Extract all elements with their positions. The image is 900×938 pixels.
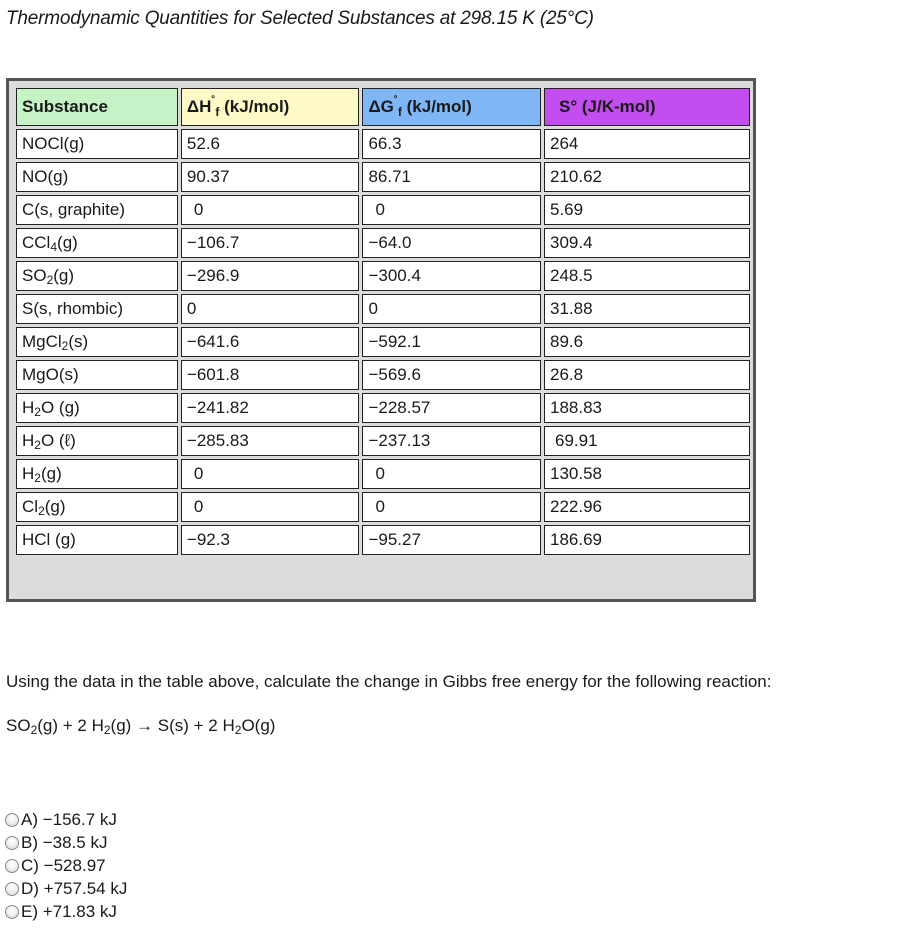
header-delta-g-unit: (kJ/mol): [401, 97, 472, 116]
substance-formula: C(s, graphite): [22, 200, 125, 219]
entropy-cell: 210.62: [544, 162, 750, 192]
delta-g-cell: −237.13: [362, 426, 541, 456]
table-row: [16, 525, 750, 555]
substance-cell: [16, 360, 178, 390]
option-letter: B): [21, 832, 38, 852]
table-row: [16, 492, 750, 522]
header-delta-h-degree: ˚: [211, 94, 216, 108]
delta-g-cell: 66.3: [362, 129, 541, 159]
option-value: −38.5 kJ: [38, 832, 108, 852]
option-letter: D): [21, 878, 39, 898]
entropy-cell: 248.5: [544, 261, 750, 291]
delta-h-cell: 90.37: [181, 162, 360, 192]
reaction-part: O(g): [241, 716, 276, 735]
reaction-subscript: 2: [234, 723, 242, 737]
answer-option[interactable]: [5, 900, 127, 923]
substance-cell: [16, 426, 178, 456]
substance-formula: CCl: [22, 233, 51, 252]
delta-h-cell: 0: [181, 294, 360, 324]
substance-formula: S(s, rhombic): [22, 299, 124, 318]
substance-subscript: 4: [50, 240, 58, 254]
entropy-cell: 186.69: [544, 525, 750, 555]
entropy-cell: 222.96: [544, 492, 750, 522]
radio-button[interactable]: [5, 882, 19, 896]
header-delta-h-unit: (kJ/mol): [219, 97, 290, 116]
delta-g-cell: 0: [362, 459, 541, 489]
table-row: [16, 261, 750, 291]
delta-g-cell: 0: [362, 492, 541, 522]
radio-button[interactable]: [5, 836, 19, 850]
delta-h-cell: 0: [181, 492, 360, 522]
table-row: [16, 426, 750, 456]
answer-option[interactable]: [5, 877, 127, 900]
substance-cell: [16, 459, 178, 489]
substance-formula: Cl: [22, 497, 39, 516]
thermo-table-frame: [6, 78, 756, 602]
question-text: Using the data in the table above, calculate the change in Gibbs free energy for the following reaction:: [6, 672, 772, 691]
answer-option[interactable]: [5, 831, 127, 854]
delta-g-cell: 0: [362, 195, 541, 225]
substance-formula: MgCl: [22, 332, 62, 351]
table-row: [16, 294, 750, 324]
entropy-cell: 309.4: [544, 228, 750, 258]
delta-g-cell: 0: [362, 294, 541, 324]
substance-state: (s): [68, 332, 89, 351]
delta-g-cell: −95.27: [362, 525, 541, 555]
reaction-equation: [6, 716, 275, 736]
delta-g-cell: −569.6: [362, 360, 541, 390]
option-value: +757.54 kJ: [38, 878, 128, 898]
delta-h-cell: −296.9: [181, 261, 360, 291]
header-entropy: S° (J/K-mol): [544, 88, 750, 126]
option-letter: E): [21, 901, 38, 921]
substance-subscript: 2: [34, 405, 41, 419]
substance-state: O (g): [40, 398, 80, 417]
substance-subscript: 2: [34, 471, 41, 485]
substance-formula: HCl (g): [22, 530, 76, 549]
substance-cell: [16, 261, 178, 291]
substance-state: (g): [57, 233, 78, 252]
header-delta-h-symbol: ΔH: [186, 97, 212, 116]
table-row: [16, 129, 750, 159]
substance-cell: [16, 228, 178, 258]
table-row: [16, 195, 750, 225]
table-body: [16, 129, 750, 555]
substance-cell: [16, 492, 178, 522]
substance-state: (g): [53, 266, 75, 285]
answer-option[interactable]: [5, 854, 127, 877]
entropy-cell: 89.6: [544, 327, 750, 357]
delta-h-cell: 0: [181, 459, 360, 489]
substance-formula: NOCl(g): [22, 134, 85, 153]
delta-g-cell: −64.0: [362, 228, 541, 258]
delta-h-cell: −106.7: [181, 228, 360, 258]
table-row: [16, 459, 750, 489]
reaction-subscript: 2: [103, 723, 111, 737]
substance-subscript: 2: [34, 438, 41, 452]
reaction-subscript: 2: [30, 723, 38, 737]
option-value: −156.7 kJ: [38, 809, 117, 829]
radio-button[interactable]: [5, 905, 19, 919]
entropy-cell: 69.91: [544, 426, 750, 456]
substance-cell: [16, 129, 178, 159]
table-row: [16, 393, 750, 423]
header-delta-h-sub: f: [215, 105, 220, 119]
substance-cell: [16, 525, 178, 555]
substance-cell: [16, 393, 178, 423]
substance-cell: [16, 195, 178, 225]
substance-cell: [16, 327, 178, 357]
reaction-part: (g) + 2 H: [37, 716, 104, 735]
table-row: [16, 228, 750, 258]
delta-h-cell: −92.3: [181, 525, 360, 555]
option-value: −528.97: [38, 855, 106, 875]
option-value: +71.83 kJ: [38, 901, 117, 921]
radio-button[interactable]: [5, 813, 19, 827]
header-delta-g-symbol: ΔG: [368, 97, 394, 116]
answer-option[interactable]: [5, 808, 127, 831]
substance-subscript: 2: [38, 504, 45, 518]
delta-h-cell: −601.8: [181, 360, 360, 390]
radio-button[interactable]: [5, 859, 19, 873]
substance-formula: H: [22, 431, 35, 450]
delta-h-cell: 52.6: [181, 129, 360, 159]
entropy-cell: 130.58: [544, 459, 750, 489]
substance-state: O (ℓ): [40, 431, 76, 450]
entropy-cell: 26.8: [544, 360, 750, 390]
substance-cell: [16, 294, 178, 324]
substance-cell: [16, 162, 178, 192]
substance-formula: H: [22, 464, 35, 483]
substance-formula: NO(g): [22, 167, 69, 186]
delta-g-cell: −592.1: [362, 327, 541, 357]
delta-h-cell: −285.83: [181, 426, 360, 456]
thermo-table: [13, 85, 753, 558]
option-letter: A): [21, 809, 38, 829]
substance-formula: SO: [22, 266, 47, 285]
substance-formula: MgO(s): [22, 365, 79, 384]
page-title: Thermodynamic Quantities for Selected Substances at 298.15 K (25°C): [6, 8, 594, 29]
delta-g-cell: 86.71: [362, 162, 541, 192]
table-header-row: [16, 88, 750, 126]
delta-h-cell: −641.6: [181, 327, 360, 357]
reaction-part: (g) → S(s) + 2 H: [110, 716, 235, 735]
substance-subscript: 2: [61, 339, 69, 353]
substance-subscript: 2: [46, 273, 54, 287]
delta-g-cell: −300.4: [362, 261, 541, 291]
entropy-cell: 188.83: [544, 393, 750, 423]
entropy-cell: 264: [544, 129, 750, 159]
delta-h-cell: −241.82: [181, 393, 360, 423]
table-row: [16, 360, 750, 390]
entropy-cell: 5.69: [544, 195, 750, 225]
substance-formula: H: [22, 398, 35, 417]
delta-h-cell: 0: [181, 195, 360, 225]
header-delta-g-sub: f: [397, 105, 402, 119]
header-delta-h: [181, 88, 360, 126]
entropy-cell: 31.88: [544, 294, 750, 324]
header-substance: Substance: [16, 88, 178, 126]
answer-options: [5, 808, 127, 923]
table-row: [16, 162, 750, 192]
reaction-part: SO: [6, 716, 31, 735]
option-letter: C): [21, 855, 39, 875]
substance-state: (g): [44, 497, 66, 516]
header-delta-g: [362, 88, 541, 126]
header-delta-g-degree: ˚: [393, 94, 398, 108]
delta-g-cell: −228.57: [362, 393, 541, 423]
substance-state: (g): [40, 464, 62, 483]
table-row: [16, 327, 750, 357]
